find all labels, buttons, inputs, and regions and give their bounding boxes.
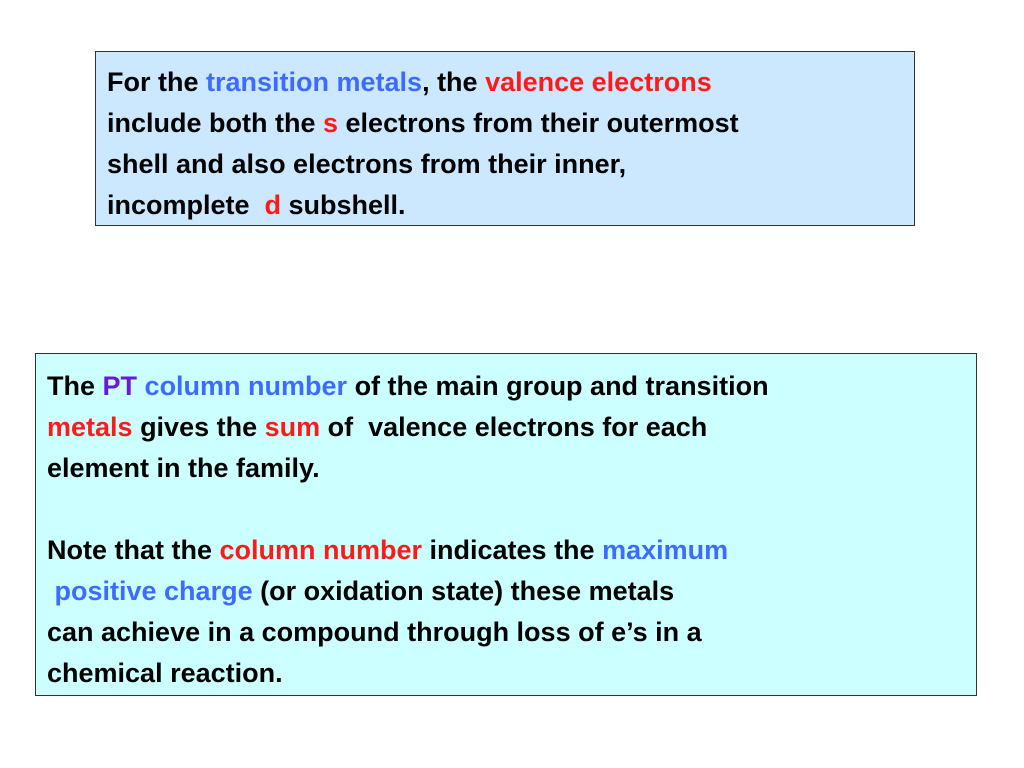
box2-line-5 xyxy=(47,571,976,612)
text-for-the: For the xyxy=(107,67,206,97)
paragraph-gap xyxy=(47,489,976,530)
text-electrons-outermost: electrons from their outermost xyxy=(338,108,739,138)
text-leading-space xyxy=(47,576,55,606)
text-space xyxy=(137,371,145,401)
text-gives-the: gives the xyxy=(132,412,265,442)
term-column-number-2: column number xyxy=(219,535,423,565)
box1-line-3: shell and also electrons from their inner, xyxy=(107,149,627,179)
term-maximum: maximum xyxy=(602,535,729,565)
term-valence-electrons: valence electrons xyxy=(485,67,712,97)
pt-column-number-box xyxy=(35,353,977,696)
text-indicates-the: indicates the xyxy=(422,535,603,565)
box2-line-4 xyxy=(47,530,976,571)
box1-line-4 xyxy=(107,185,914,226)
box1-line-1 xyxy=(107,62,914,103)
text-subshell: subshell. xyxy=(281,190,406,220)
box2-line-7: chemical reaction. xyxy=(47,658,283,688)
box1-line-2 xyxy=(107,103,914,144)
text-comma-the: , the xyxy=(422,67,486,97)
term-metals: metals xyxy=(47,412,133,442)
text-main-group: of the main group and transition xyxy=(347,371,769,401)
text-the: The xyxy=(47,371,103,401)
term-positive-charge: positive charge xyxy=(54,576,253,606)
text-of-valence: of valence electrons for each xyxy=(320,412,708,442)
text-oxidation-state: (or oxidation state) these metals xyxy=(252,576,675,606)
box2-line-1 xyxy=(47,366,976,407)
term-s: s xyxy=(323,108,339,138)
term-sum: sum xyxy=(264,412,321,442)
text-note-that: Note that the xyxy=(47,535,220,565)
box2-line-2 xyxy=(47,407,976,448)
text-incomplete: incomplete xyxy=(107,190,265,220)
term-column-number-1: column number xyxy=(144,371,348,401)
valence-electrons-definition-box xyxy=(95,51,915,226)
term-pt: PT xyxy=(102,371,138,401)
term-transition-metals: transition metals xyxy=(206,67,423,97)
box2-line-6: can achieve in a compound through loss of e’s in a xyxy=(47,617,702,647)
box2-line-3: element in the family. xyxy=(47,453,320,483)
text-include-both: include both the xyxy=(107,108,323,138)
term-d: d xyxy=(264,190,282,220)
